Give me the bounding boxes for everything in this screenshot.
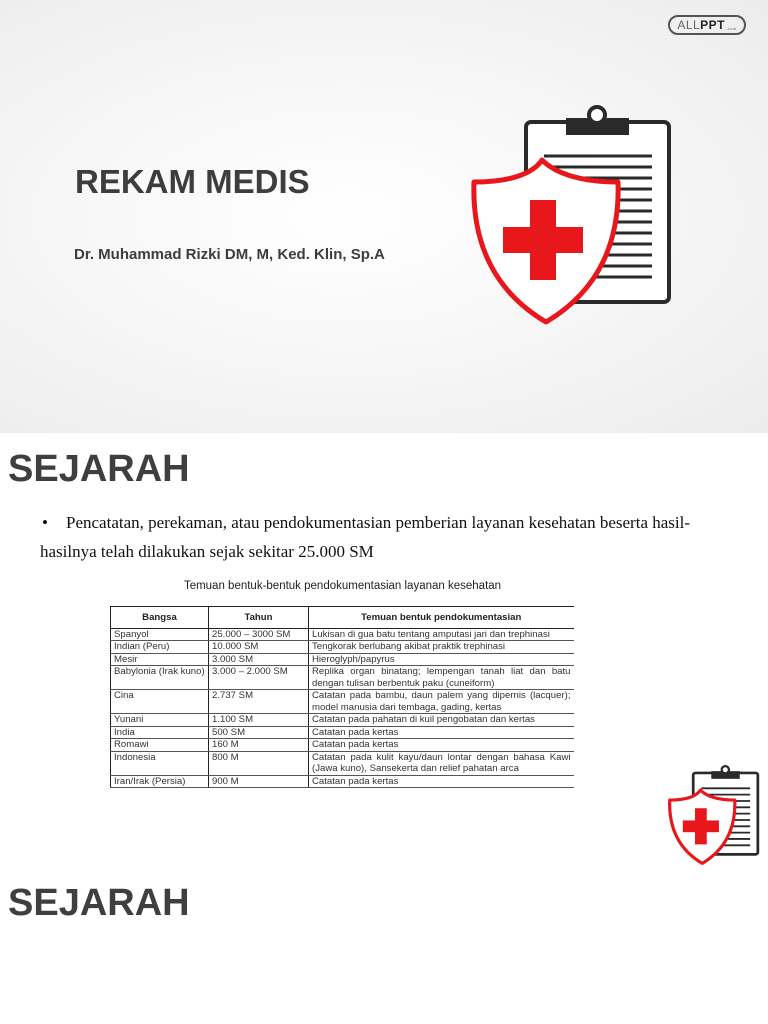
- cell-bangsa: Indonesia: [111, 751, 209, 775]
- logo-text-suffix: .com: [726, 25, 737, 31]
- table-row: [111, 751, 574, 775]
- cell-temuan: Tengkorak berlubang akibat praktik trephinasi: [309, 641, 574, 654]
- cell-tahun: 900 M: [209, 775, 309, 788]
- table-row: [111, 726, 574, 739]
- table-caption: Temuan bentuk-bentuk pendokumentasian layanan kesehatan: [183, 580, 502, 592]
- cell-bangsa: Mesir: [111, 653, 209, 666]
- table-header-row: [111, 607, 574, 629]
- cell-tahun: 800 M: [209, 751, 309, 775]
- bullet-icon: •: [42, 513, 48, 532]
- column-header-bangsa: Bangsa: [111, 607, 209, 629]
- section-title: SEJARAH: [8, 882, 190, 924]
- cell-temuan: Lukisan di gua batu tentang amputasi jari dan trephinasi: [309, 628, 574, 641]
- section-title: SEJARAH: [8, 448, 190, 490]
- cell-temuan: Catatan pada kertas: [309, 775, 574, 788]
- bullet-text: Pencatatan, perekaman, atau pendokumentasian pemberian layanan kesehatan beserta hasil-hasilnya telah dilakukan sejak sekitar 25.000 SM: [40, 513, 691, 561]
- cell-temuan: Hieroglyph/papyrus: [309, 653, 574, 666]
- table-row: [111, 714, 574, 727]
- cell-bangsa: Romawi: [111, 739, 209, 752]
- cell-temuan: Catatan pada bambu, daun palem yang dipernis (lacquer); model manusia dari tembaga, gading, kertas: [309, 690, 574, 714]
- cell-bangsa: Indian (Peru): [111, 641, 209, 654]
- cell-bangsa: India: [111, 726, 209, 739]
- history-table: [110, 606, 574, 788]
- cell-bangsa: Spanyol: [111, 628, 209, 641]
- column-header-temuan: Temuan bentuk pendokumentasian: [309, 607, 574, 629]
- cell-tahun: 3.000 – 2.000 SM: [209, 666, 309, 690]
- cell-bangsa: Yunani: [111, 714, 209, 727]
- table-row: [111, 690, 574, 714]
- cell-bangsa: Babylonia (Irak kuno): [111, 666, 209, 690]
- cell-tahun: 3.000 SM: [209, 653, 309, 666]
- logo-text-thin: ALL: [677, 18, 701, 32]
- table-row: [111, 628, 574, 641]
- table-row: [111, 653, 574, 666]
- cell-bangsa: Iran/Irak (Persia): [111, 775, 209, 788]
- table-row: [111, 666, 574, 690]
- bullet-paragraph: [40, 508, 740, 566]
- cell-temuan: Catatan pada pahatan di kuil pengobatan dan kertas: [309, 714, 574, 727]
- title-slide: [0, 0, 768, 433]
- allppt-logo: [668, 15, 746, 35]
- cell-tahun: 1.100 SM: [209, 714, 309, 727]
- cell-tahun: 500 SM: [209, 726, 309, 739]
- column-header-tahun: Tahun: [209, 607, 309, 629]
- cell-temuan: Catatan pada kertas: [309, 739, 574, 752]
- cell-temuan: Replika organ binatang; lempengan tanah liat dan batu dengan tulisan berbentuk paku (cuneiform): [309, 666, 574, 690]
- table-row: [111, 739, 574, 752]
- cell-tahun: 10.000 SM: [209, 641, 309, 654]
- table-row: [111, 641, 574, 654]
- table-row: [111, 775, 574, 788]
- medical-record-clipboard-shield-icon: [462, 100, 682, 330]
- cell-tahun: 160 M: [209, 739, 309, 752]
- author-subtitle: Dr. Muhammad Rizki DM, M, Ked. Klin, Sp.A: [74, 246, 385, 263]
- slide-title: REKAM MEDIS: [75, 163, 310, 200]
- medical-record-clipboard-shield-icon: [662, 763, 766, 867]
- cell-tahun: 25.000 – 3000 SM: [209, 628, 309, 641]
- cell-bangsa: Cina: [111, 690, 209, 714]
- logo-text-bold: PPT: [700, 18, 726, 32]
- cell-temuan: Catatan pada kulit kayu/daun lontar dengan bahasa Kawi (Jawa kuno), Sansekerta dan relief pahatan arca: [309, 751, 574, 775]
- cell-tahun: 2.737 SM: [209, 690, 309, 714]
- cell-temuan: Catatan pada kertas: [309, 726, 574, 739]
